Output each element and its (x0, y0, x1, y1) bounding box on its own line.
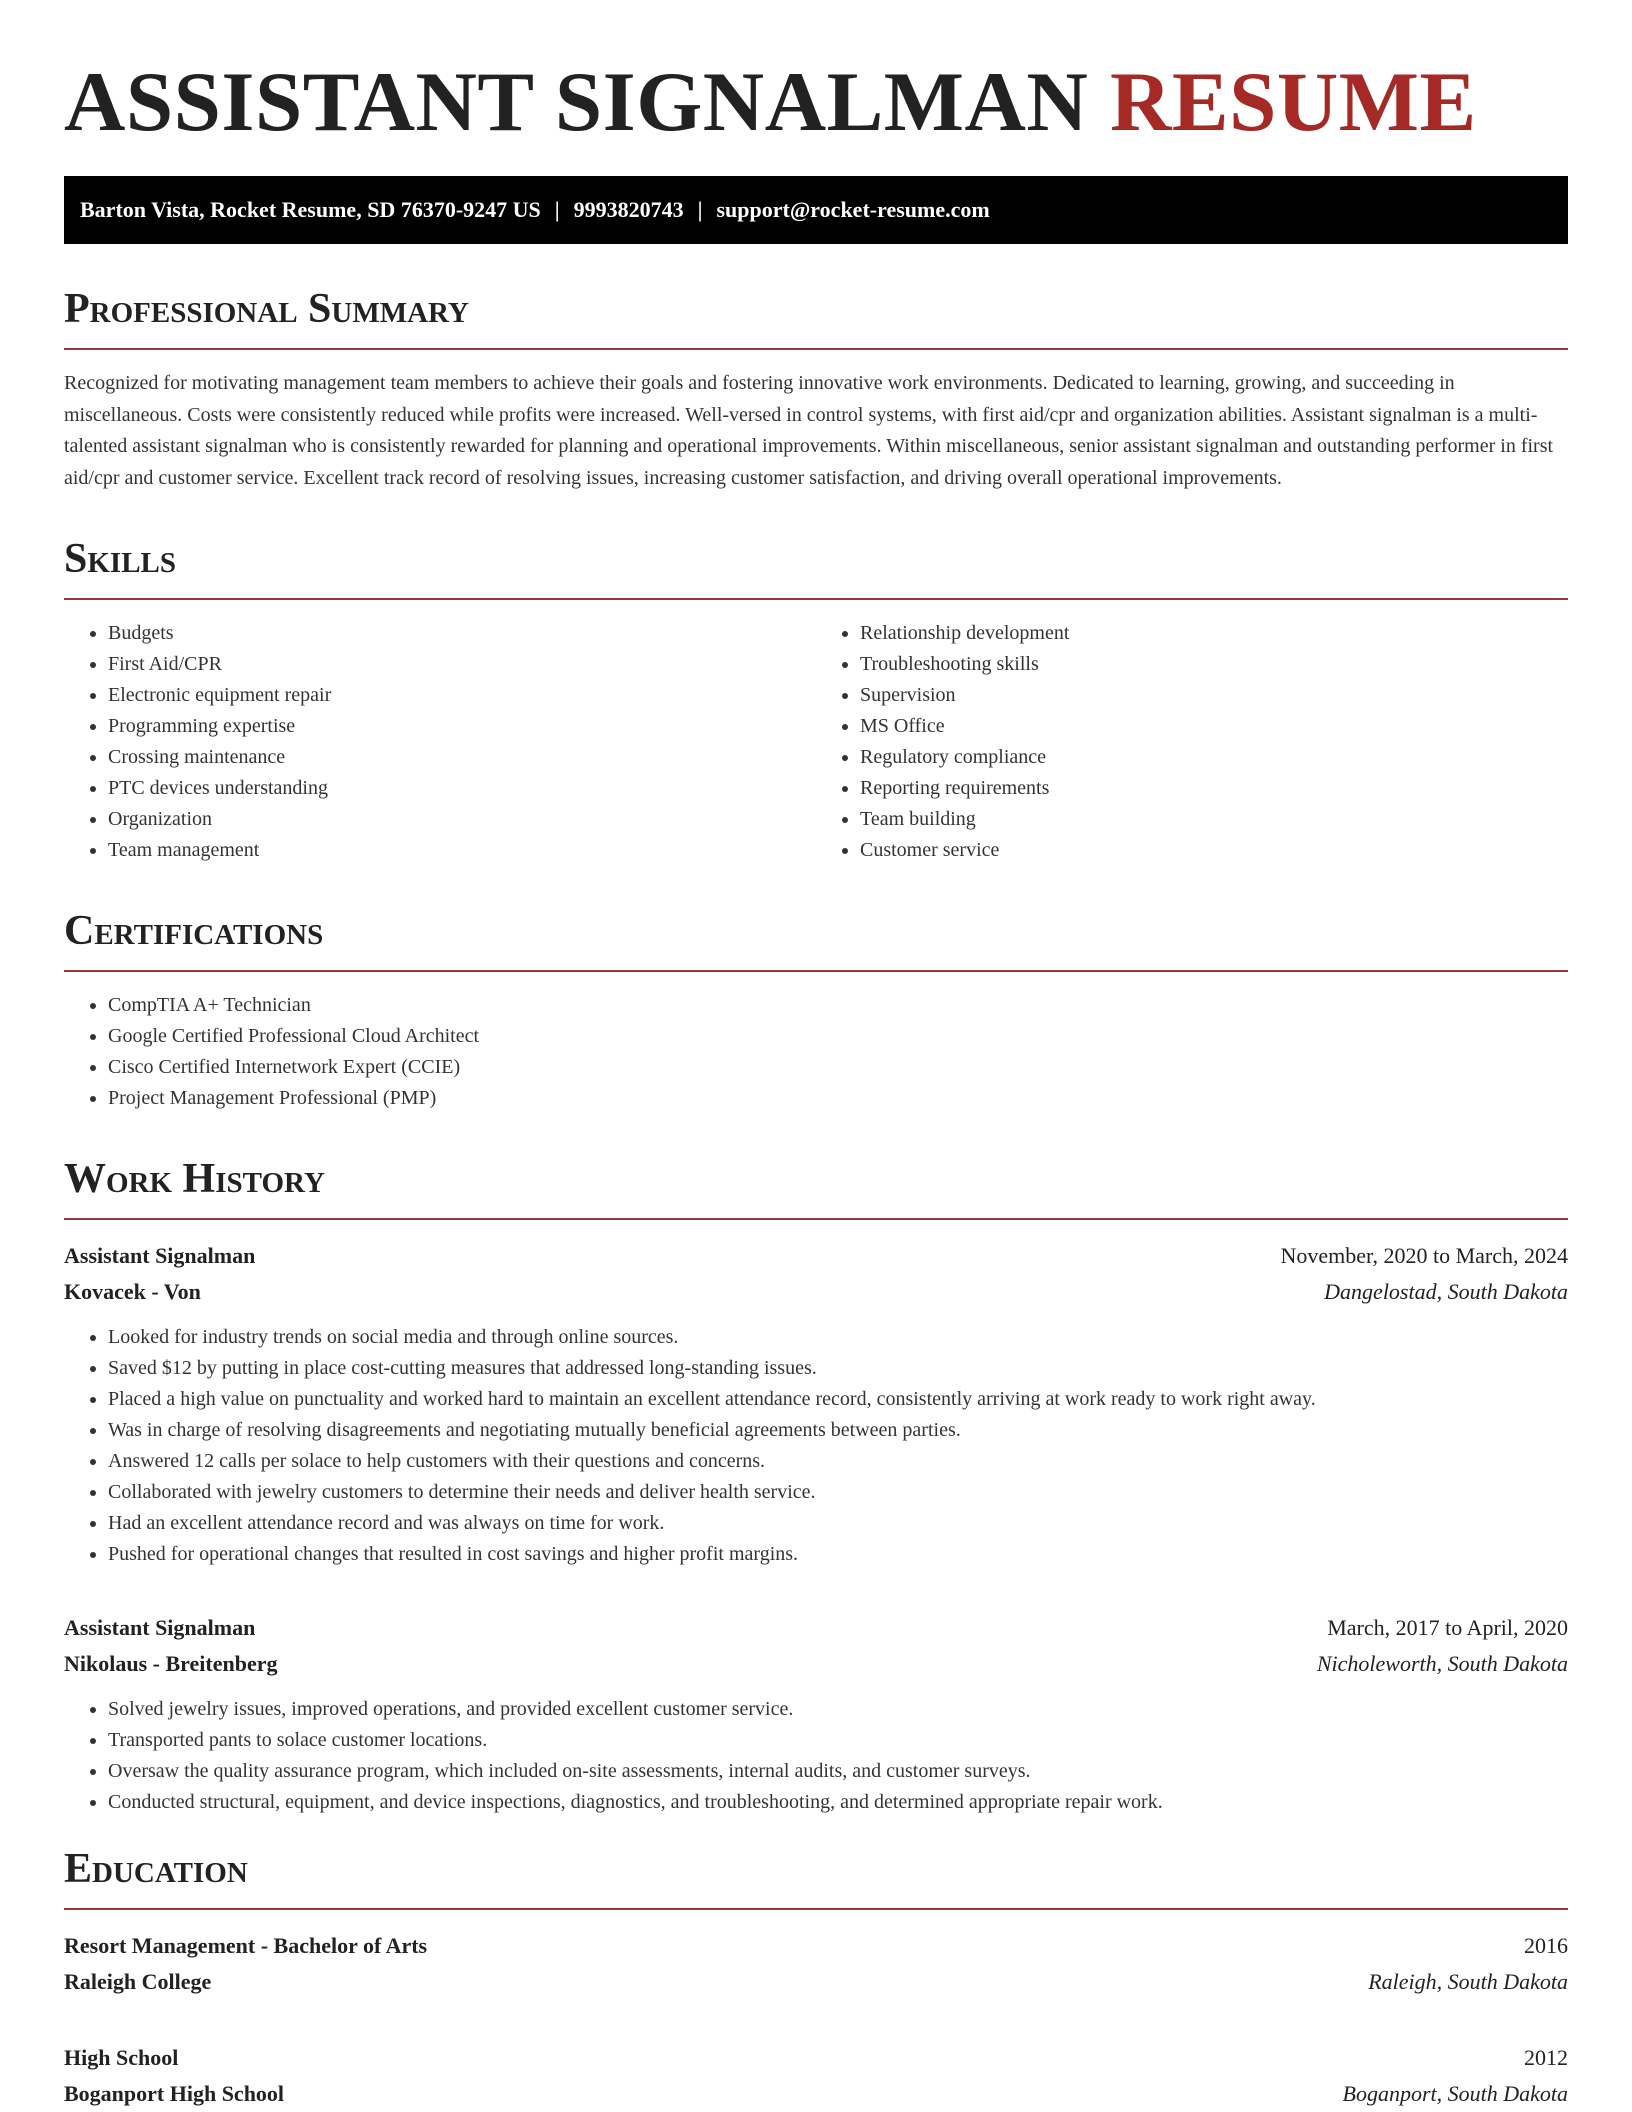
skill-item: • Electronic equipment repair (108, 680, 816, 711)
section-divider (64, 1908, 1568, 1910)
contact-phone[interactable]: 9993820743 (573, 197, 684, 222)
job-bullet: • Saved $12 by putting in place cost-cutting measures that addressed long-standing issues. (108, 1353, 1568, 1384)
education-entry (64, 2040, 1568, 2112)
skill-item: • Organization (108, 804, 816, 835)
education-heading: Education (64, 1846, 248, 1892)
skill-item: • Team management (108, 835, 816, 866)
summary-heading: Professional Summary (64, 286, 469, 332)
job-location: Nicholeworth, South Dakota (1316, 1651, 1568, 1676)
work-history-section (64, 1154, 1568, 1818)
resume-title (64, 52, 1568, 152)
skills-section (64, 534, 1568, 866)
summary-section (64, 284, 1568, 494)
certifications-heading: Certifications (64, 908, 324, 954)
job-bullet: • Oversaw the quality assurance program, which included on-site assessments, internal audits, and customer surveys. (108, 1756, 1568, 1787)
skill-item: • Budgets (108, 618, 816, 649)
education-location: Boganport, South Dakota (1342, 2081, 1568, 2106)
job-bullet: • Had an excellent attendance record and was always on time for work. (108, 1508, 1568, 1539)
job-title: Assistant Signalman (64, 1243, 256, 1268)
job-bullet: • Pushed for operational changes that resulted in cost savings and higher profit margins. (108, 1539, 1568, 1570)
skill-item: • Supervision (860, 680, 1568, 711)
job-bullets (64, 1322, 1568, 1570)
job-entry (64, 1610, 1568, 1818)
education-degree: High School (64, 2045, 179, 2070)
education-year: 2016 (1524, 1933, 1568, 1958)
skill-item: • MS Office (860, 711, 1568, 742)
skill-item: • Troubleshooting skills (860, 649, 1568, 680)
certifications-section (64, 906, 1568, 1114)
section-divider (64, 970, 1568, 972)
skill-item: • Customer service (860, 835, 1568, 866)
job-company-row (64, 1274, 1568, 1310)
job-header-row (64, 1610, 1568, 1646)
skill-item: • Programming expertise (108, 711, 816, 742)
skills-heading: Skills (64, 536, 177, 582)
education-school-row (64, 2076, 1568, 2112)
skill-item: • Regulatory compliance (860, 742, 1568, 773)
section-divider (64, 348, 1568, 350)
job-bullets (64, 1694, 1568, 1818)
job-company: Nikolaus - Breitenberg (64, 1651, 278, 1676)
certification-item: • Cisco Certified Internetwork Expert (CCIE) (108, 1052, 1568, 1083)
job-company-row (64, 1646, 1568, 1682)
education-header-row (64, 1928, 1568, 1964)
job-company: Kovacek - Von (64, 1279, 201, 1304)
job-bullet: • Was in charge of resolving disagreements and negotiating mutually beneficial agreements between parties. (108, 1415, 1568, 1446)
education-location: Raleigh, South Dakota (1368, 1969, 1568, 1994)
job-bullet: • Placed a high value on punctuality and worked hard to maintain an excellent attendance record, consistently arriving at work ready to work right away. (108, 1384, 1568, 1415)
skill-item: • First Aid/CPR (108, 649, 816, 680)
contact-separator: | (697, 197, 703, 222)
skill-item: • Relationship development (860, 618, 1568, 649)
education-section (64, 1844, 1568, 2112)
job-dates: March, 2017 to April, 2020 (1327, 1615, 1568, 1640)
education-entry (64, 1928, 1568, 2000)
certification-item: • CompTIA A+ Technician (108, 990, 1568, 1021)
job-entry (64, 1238, 1568, 1570)
job-bullet: • Looked for industry trends on social media and through online sources. (108, 1322, 1568, 1353)
job-bullet: • Conducted structural, equipment, and device inspections, diagnostics, and troubleshooting, and determined appropriate repair work. (108, 1787, 1568, 1818)
job-bullet: • Transported pants to solace customer locations. (108, 1725, 1568, 1756)
job-bullet: • Collaborated with jewelry customers to determine their needs and deliver health service. (108, 1477, 1568, 1508)
education-header-row (64, 2040, 1568, 2076)
resume-page (64, 0, 1568, 2112)
certification-item: • Project Management Professional (PMP) (108, 1083, 1568, 1114)
education-year: 2012 (1524, 2045, 1568, 2070)
section-divider (64, 1218, 1568, 1220)
job-header-row (64, 1238, 1568, 1274)
work-history-heading: Work History (64, 1156, 325, 1202)
contact-bar (64, 176, 1568, 244)
skills-columns (64, 618, 1568, 866)
certifications-list (64, 990, 1568, 1114)
skill-item: • Crossing maintenance (108, 742, 816, 773)
contact-email[interactable]: support@rocket-resume.com (716, 197, 990, 222)
job-bullet: • Answered 12 calls per solace to help customers with their questions and concerns. (108, 1446, 1568, 1477)
contact-address: Barton Vista, Rocket Resume, SD 76370-9247 US (80, 197, 541, 222)
education-school-row (64, 1964, 1568, 2000)
skills-right-list (816, 618, 1568, 866)
certification-item: • Google Certified Professional Cloud Architect (108, 1021, 1568, 1052)
title-main: ASSISTANT SIGNALMAN (64, 55, 1089, 149)
education-school: Boganport High School (64, 2081, 285, 2106)
education-school: Raleigh College (64, 1969, 212, 1994)
job-dates: November, 2020 to March, 2024 (1280, 1243, 1568, 1268)
title-accent: RESUME (1110, 55, 1477, 149)
skill-item: • PTC devices understanding (108, 773, 816, 804)
skills-left-list (64, 618, 816, 866)
skill-item: • Reporting requirements (860, 773, 1568, 804)
summary-text: Recognized for motivating management team members to achieve their goals and fostering innovative work environments. Dedicated to learning, growing, and succeeding in miscellaneous. Costs were consistently reduced while profits were increased. Well-versed in control systems, with first aid/cpr and organization abilities. Assistant signalman is a multi-talented assistant signalman who is consistently rewarded for planning and operational improvements. Within miscellaneous, senior assistant signalman and outstanding performer in first aid/cpr and customer service. Excellent track record of resolving issues, increasing customer satisfaction, and driving overall operational improvements. (64, 372, 1554, 489)
contact-separator: | (554, 197, 560, 222)
job-title: Assistant Signalman (64, 1615, 256, 1640)
education-degree: Resort Management - Bachelor of Arts (64, 1933, 428, 1958)
skill-item: • Team building (860, 804, 1568, 835)
job-bullet: • Solved jewelry issues, improved operations, and provided excellent customer service. (108, 1694, 1568, 1725)
section-divider (64, 598, 1568, 600)
job-location: Dangelostad, South Dakota (1324, 1279, 1568, 1304)
